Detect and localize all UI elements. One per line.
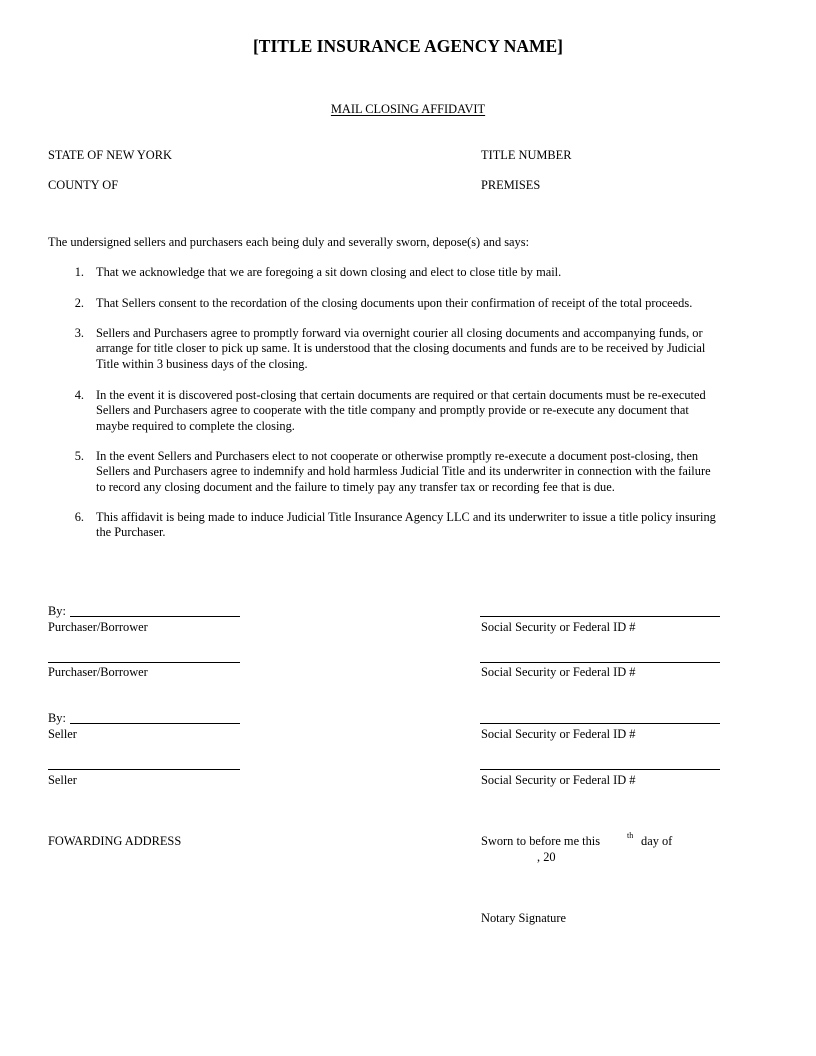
title-number-label: TITLE NUMBER — [481, 148, 572, 162]
agency-name-title: [TITLE INSURANCE AGENCY NAME] — [252, 36, 563, 56]
clause-line: Sellers and Purchasers agree to indemnify and hold harmless Judicial Title and its underwriter in connection with the failure — [96, 464, 711, 479]
premises-label: PREMISES — [481, 178, 541, 192]
purchaser-label: Purchaser/Borrower — [48, 665, 148, 679]
seller-signature-line[interactable] — [48, 769, 240, 770]
clause-line: In the event it is discovered post-closing that certain documents are required or that certain documents must be re-executed — [96, 388, 706, 402]
clause-line: Sellers and Purchasers agree to promptly forward via overnight courier all closing documents and accompanying funds, or — [96, 326, 703, 340]
sworn-th-superscript: th — [627, 831, 634, 840]
clause-text — [96, 326, 776, 372]
county-label: COUNTY OF — [48, 178, 119, 192]
seller-label: Seller — [48, 773, 77, 787]
by-label: By: — [48, 711, 66, 725]
ssn-line[interactable] — [480, 723, 720, 724]
ssn-label: Social Security or Federal ID # — [481, 727, 636, 741]
ssn-line[interactable] — [480, 662, 720, 663]
ssn-label: Social Security or Federal ID # — [481, 665, 636, 679]
clause-line: the Purchaser. — [96, 525, 166, 540]
purchaser-signature-line[interactable] — [70, 616, 240, 617]
purchaser-label: Purchaser/Borrower — [48, 620, 148, 634]
clause-line: Sellers and Purchasers agree to cooperate with the title company and promptly provide or re-execute any document that — [96, 403, 689, 418]
clause-number: 2. — [74, 296, 84, 310]
seller-label: Seller — [48, 727, 77, 741]
ssn-line[interactable] — [480, 769, 720, 770]
clause-number: 1. — [74, 265, 84, 279]
clause-text — [96, 449, 776, 495]
clause-line: This affidavit is being made to induce Judicial Title Insurance Agency LLC and its underwriter to issue a title policy insuring — [96, 510, 716, 524]
forwarding-address-label: FOWARDING ADDRESS — [48, 834, 182, 848]
purchaser-signature-line[interactable] — [48, 662, 240, 663]
state-label: STATE OF NEW YORK — [48, 148, 172, 162]
clause-number: 5. — [74, 449, 84, 463]
clause-number: 6. — [74, 510, 84, 524]
clause-text: That we acknowledge that we are foregoing a sit down closing and elect to close title by mail. — [96, 265, 562, 279]
clause-text — [96, 510, 776, 541]
sworn-year: , 20 — [537, 850, 556, 864]
clause-line: In the event Sellers and Purchasers elect to not cooperate or otherwise promptly re-execute a document post-closing, then — [96, 449, 699, 463]
clause-line: to record any closing document and the failure to timely pay any transfer tax or recording fee that is due. — [96, 479, 615, 494]
seller-signature-line[interactable] — [70, 723, 240, 724]
clause-number: 3. — [74, 326, 84, 340]
clause-text: That Sellers consent to the recordation of the closing documents upon their confirmation of receipt of the total proceeds. — [96, 296, 693, 310]
sworn-day-of: day of — [641, 834, 673, 848]
clause-line: Title within 3 business days of the closing. — [96, 356, 308, 371]
ssn-label: Social Security or Federal ID # — [481, 620, 636, 634]
notary-signature-label: Notary Signature — [481, 911, 566, 925]
clause-line: maybe required to complete the closing. — [96, 418, 295, 433]
sworn-statement: Sworn to before me this — [481, 834, 601, 848]
ssn-line[interactable] — [480, 616, 720, 617]
intro-statement: The undersigned sellers and purchasers each being duly and severally sworn, depose(s) and says: — [48, 235, 530, 249]
clause-number: 4. — [74, 388, 84, 402]
by-label: By: — [48, 604, 66, 618]
document-title: MAIL CLOSING AFFIDAVIT — [330, 102, 486, 116]
clause-line: arrange for title closer to pick up same. It is understood that the closing documents and funds are to be received by Judicial — [96, 341, 706, 356]
clause-text — [96, 388, 776, 434]
ssn-label: Social Security or Federal ID # — [481, 773, 636, 787]
